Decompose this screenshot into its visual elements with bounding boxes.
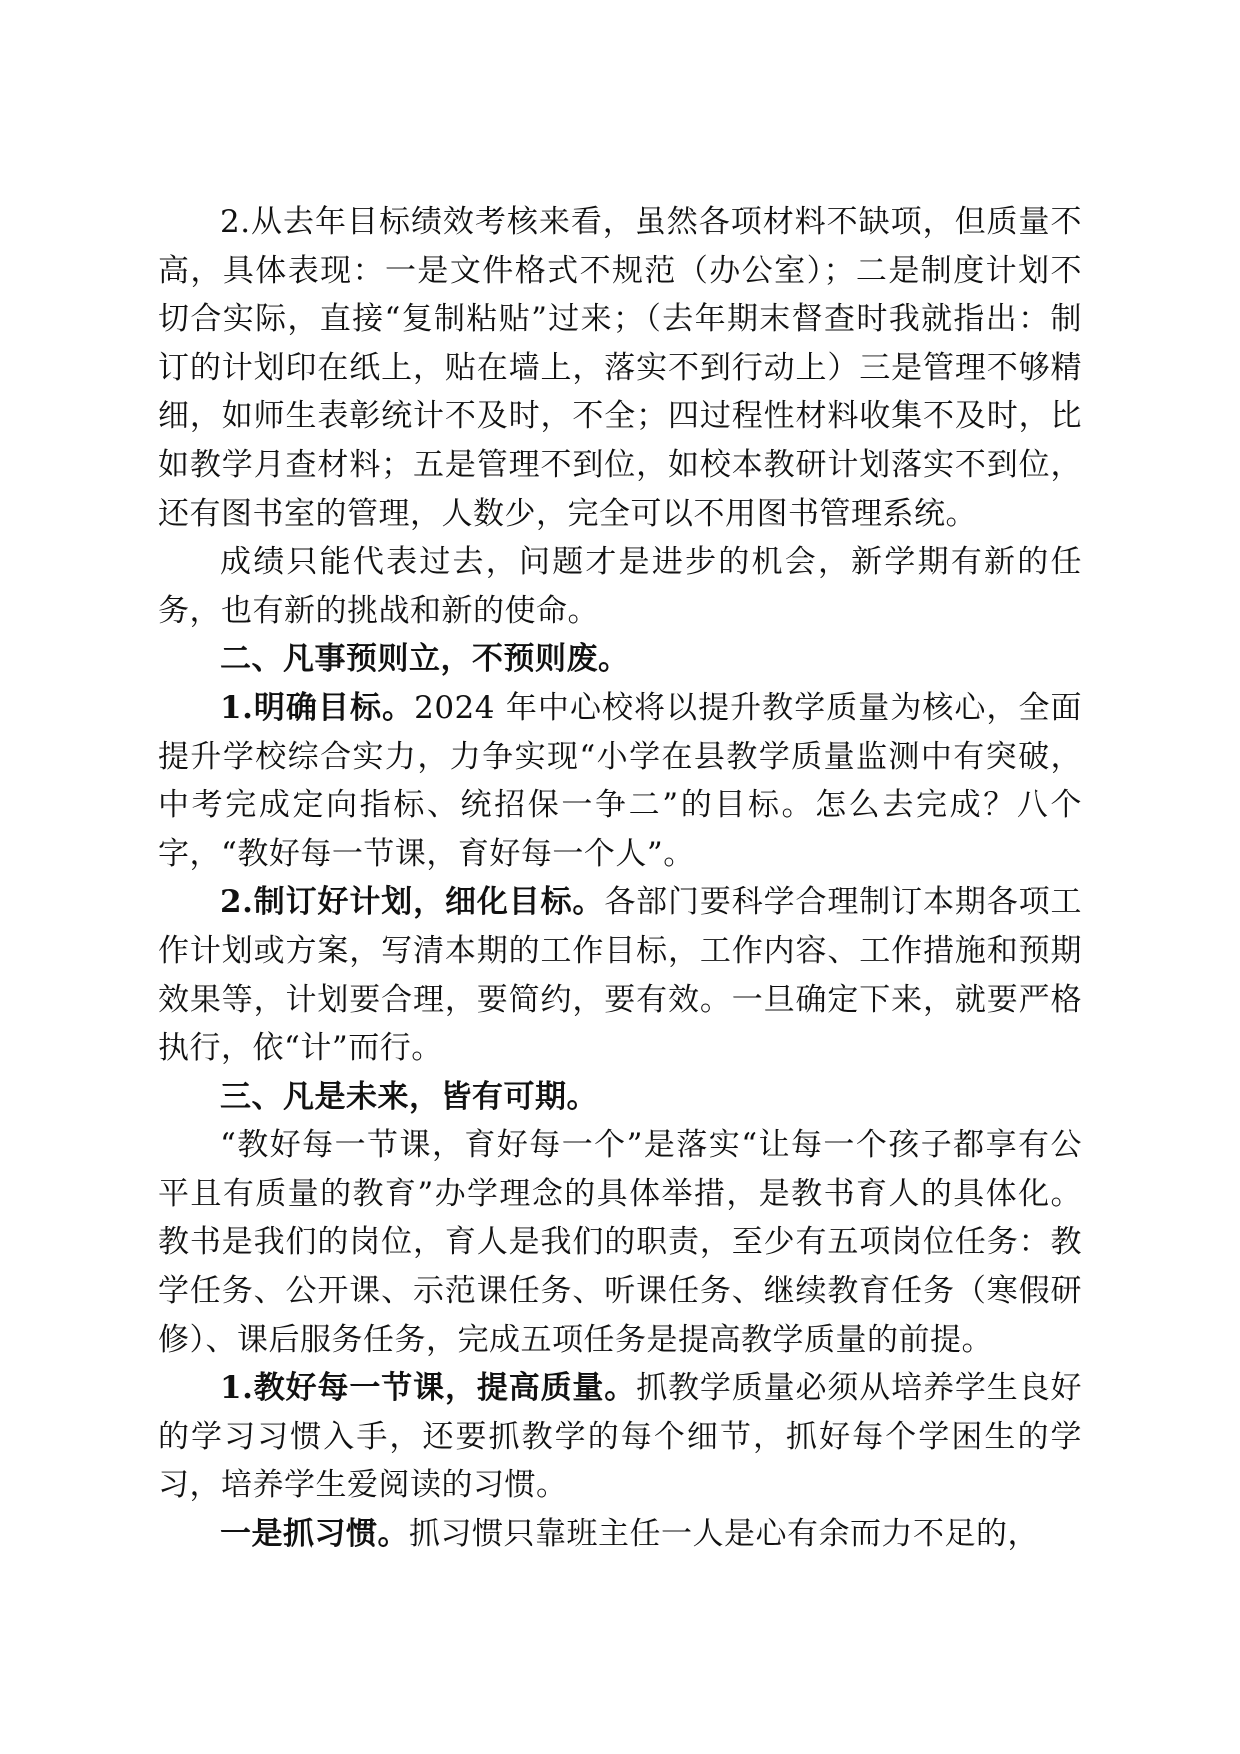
paragraph-teaching-tasks [158,1121,1082,1364]
paragraph-assessment-issues [158,198,1082,538]
paragraph-text: 抓教学质量必须从培养学生良好的学习习惯入手，还要抓教学的每个细节，抓好每个学困生的学习，培养学生爱阅读的习惯。 [158,1370,1082,1504]
heading-text: 二、凡事预则立，不预则废。 [220,641,630,678]
paragraph-make-plans [158,878,1082,1072]
paragraph-text: 各部门要科学合理制订本期各项工作计划或方案，写清本期的工作目标，工作内容、工作措施和预期效果等，计划要合理，要简约，要有效。一旦确定下来，就要严格执行，依“计”而行。 [158,884,1082,1067]
paragraph-transition [158,538,1082,635]
paragraph-text: 成绩只能代表过去，问题才是进步的机会，新学期有新的任务，也有新的挑战和新的使命。 [158,544,1082,629]
paragraph-habits [158,1510,1082,1559]
section-heading-two [158,635,1082,684]
paragraph-text: “教好每一节课，育好每一个”是落实“让每一个孩子都享有公平且有质量的教育”办学理念的具体举措，是教书育人的具体化。教书是我们的岗位，育人是我们的职责，至少有五项岗位任务：教学任务、公开课、示范课任务、听课任务、继续教育任务（寒假研修）、课后服务任务，完成五项任务是提高教学质量的前提。 [158,1127,1082,1358]
paragraph-lead: 1.明确目标。 [220,689,415,726]
document-body [158,198,1082,1559]
paragraph-text: 2024 年中心校将以提升教学质量为核心，全面提升学校综合实力，力争实现“小学在县教学质量监测中有突破，中考完成定向指标、统招保一争二”的目标。怎么去完成？八个字，“教好每一节课，育好每一个人”。 [158,689,1082,872]
heading-text: 三、凡是未来，皆有可期。 [220,1078,598,1115]
paragraph-lead: 2.制订好计划，细化目标。 [220,884,605,921]
paragraph-clear-goals [158,684,1082,878]
section-heading-three [158,1073,1082,1122]
paragraph-text: 2.从去年目标绩效考核来看，虽然各项材料不缺项，但质量不高，具体表现：一是文件格式不规范（办公室）；二是制度计划不切合实际，直接“复制粘贴”过来；（去年期末督查时我就指出：制订的计划印在纸上，贴在墙上，落实不到行动上）三是管理不够精细，如师生表彰统计不及时，不全；四过程性材料收集不及时，比如教学月查材料；五是管理不到位，如校本教研计划落实不到位，还有图书室的管理，人数少，完全可以不用图书管理系统。 [158,204,1082,532]
paragraph-text: 抓习惯只靠班主任一人是心有余而力不足的， [409,1516,1039,1553]
paragraph-lead: 1.教好每一节课，提高质量。 [220,1370,637,1407]
paragraph-lead: 一是抓习惯。 [220,1516,409,1553]
paragraph-improve-quality [158,1364,1082,1510]
